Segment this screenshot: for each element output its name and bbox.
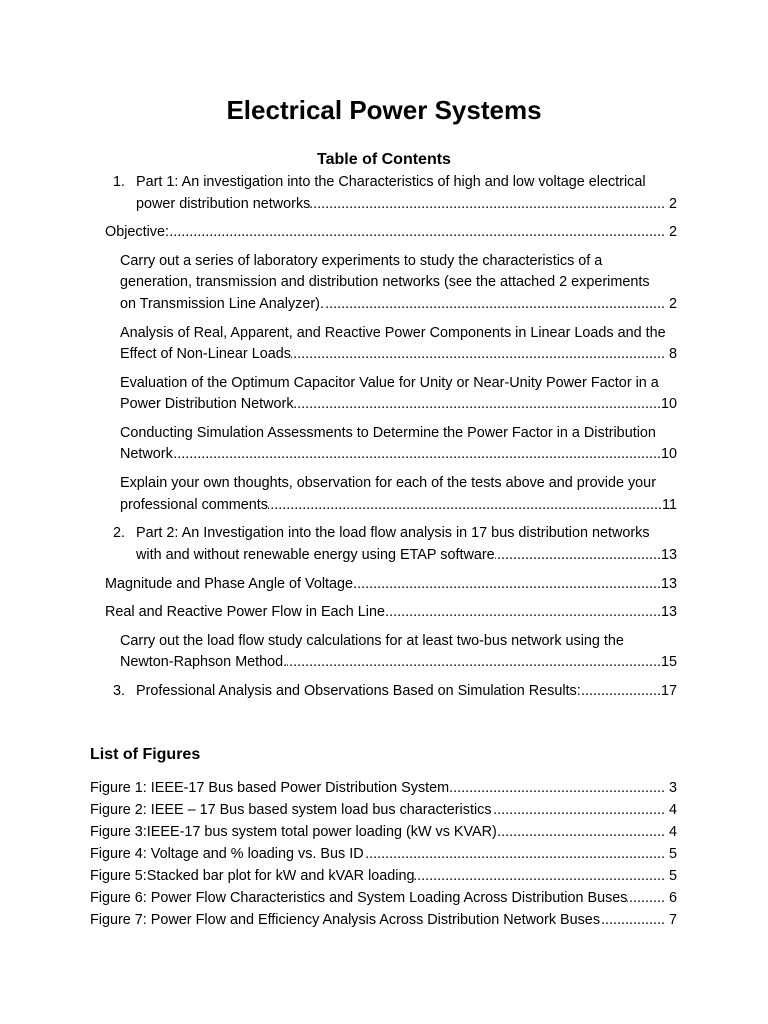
toc-page-number: 15 [660, 654, 677, 671]
figure-page-number: 4 [668, 824, 677, 840]
lof-entry-figure-3[interactable] [90, 821, 677, 843]
toc-page-number: 10 [660, 396, 677, 413]
toc-entry-part-2[interactable] [113, 523, 677, 566]
figure-page-number: 5 [668, 846, 677, 862]
toc-entry-text: power distribution networks [136, 195, 311, 212]
toc-entry-text: Evaluation of the Optimum Capacitor Value for Unity or Near-Unity Power Factor in a [120, 374, 659, 391]
toc-entry-text: Conducting Simulation Assessments to Determine the Power Factor in a Distribution [120, 424, 656, 441]
toc-entry-text: Real and Reactive Power Flow in Each Line [105, 604, 385, 621]
figure-page-number: 5 [668, 868, 677, 884]
toc-entry-text: Carry out the load flow study calculations for at least two-bus network using the [120, 632, 624, 649]
figure-caption: Figure 1: IEEE-17 Bus based Power Distribution System [90, 780, 450, 796]
dot-leader [449, 777, 665, 799]
toc-entry-text: Part 1: An investigation into the Characteristics of high and low voltage electrical [136, 174, 646, 190]
toc-entry-text: Power Distribution Network [120, 396, 294, 413]
toc-entry-text: Professional Analysis and Observations Based on Simulation Results: [136, 683, 581, 700]
figure-page-number: 3 [668, 780, 677, 796]
dot-leader [385, 602, 661, 624]
lof-entry-figure-5[interactable] [90, 865, 677, 887]
dot-leader [310, 194, 665, 216]
figure-caption: Figure 4: Voltage and % loading vs. Bus ID [90, 846, 364, 862]
toc-entry-text: on Transmission Line Analyzer). [120, 295, 324, 312]
toc-entry-lab-experiments[interactable] [120, 251, 677, 316]
lof-entry-figure-2[interactable] [90, 799, 677, 821]
toc-entry-text: Newton-Raphson Method. [120, 654, 288, 671]
toc-entry-text: Part 2: An Investigation into the load flow analysis in 17 bus distribution networks [136, 525, 650, 542]
toc-entry-power-components[interactable] [120, 323, 677, 366]
toc-entry-voltage-magnitude[interactable] [105, 574, 677, 596]
toc-entry-power-flow[interactable] [105, 602, 677, 624]
dot-leader [495, 545, 661, 567]
dot-leader [600, 909, 665, 931]
figure-caption: Figure 3:IEEE-17 bus system total power loading (kW vs KVAR) [90, 824, 497, 840]
toc-page-number: 13 [660, 604, 677, 621]
dot-leader [364, 843, 665, 865]
dot-leader [581, 681, 661, 703]
list-of-figures [90, 777, 677, 931]
dot-leader [353, 574, 661, 596]
dot-leader [169, 222, 665, 244]
toc-entry-text: professional comments [120, 496, 268, 513]
toc-entry-text: generation, transmission and distribution networks (see the attached 2 experiments [120, 274, 650, 291]
dot-leader [627, 887, 665, 909]
toc-entry-part-3[interactable] [113, 681, 677, 703]
toc-entry-text: Network [120, 446, 173, 463]
toc-page-number: 2 [668, 195, 677, 212]
toc-entry-simulation-assessments[interactable] [120, 423, 677, 466]
toc-entry-text: Analysis of Real, Apparent, and Reactive Power Components in Linear Loads and the [120, 324, 666, 341]
toc-entry-professional-comments[interactable] [120, 473, 677, 516]
dot-leader [173, 444, 661, 466]
toc-entry-objective[interactable] [105, 222, 677, 244]
toc-page-number: 17 [660, 683, 677, 700]
list-of-figures-heading: List of Figures [90, 746, 201, 763]
figure-caption: Figure 7: Power Flow and Efficiency Analysis Across Distribution Network Buses [90, 912, 601, 928]
figure-caption: Figure 6: Power Flow Characteristics and System Loading Across Distribution Buses [90, 890, 628, 906]
toc-entry-text: Objective: [105, 224, 169, 241]
dot-leader [287, 652, 661, 674]
lof-entry-figure-7[interactable] [90, 909, 677, 931]
table-of-contents [0, 172, 768, 710]
toc-page-number: 10 [660, 446, 677, 463]
toc-page-number: 2 [668, 295, 677, 312]
dot-leader [294, 394, 661, 416]
dot-leader [324, 294, 665, 316]
toc-entry-newton-raphson[interactable] [120, 631, 677, 674]
lof-entry-figure-6[interactable] [90, 887, 677, 909]
toc-entry-number: 2. [113, 525, 126, 542]
toc-entry-text: with and without renewable energy using ETAP software [136, 546, 495, 563]
dot-leader [414, 865, 665, 887]
toc-entry-text: Explain your own thoughts, observation for each of the tests above and provide your [120, 475, 656, 492]
toc-entry-text: Effect of Non-Linear Loads [120, 346, 291, 363]
figure-page-number: 6 [668, 890, 677, 906]
toc-entry-number: 3. [113, 683, 126, 700]
lof-entry-figure-4[interactable] [90, 843, 677, 865]
figure-page-number: 4 [668, 802, 677, 818]
dot-leader [492, 799, 665, 821]
toc-entry-capacitor-value[interactable] [120, 373, 677, 416]
toc-page-number: 11 [662, 496, 677, 513]
dot-leader [497, 821, 665, 843]
figure-page-number: 7 [668, 912, 677, 928]
toc-page-number: 8 [668, 346, 677, 363]
toc-entry-part-1[interactable] [113, 172, 677, 215]
toc-entry-text: Magnitude and Phase Angle of Voltage [105, 575, 354, 592]
dot-leader [268, 495, 662, 517]
figure-caption: Figure 5:Stacked bar plot for kW and kVAR loading [90, 868, 415, 884]
dot-leader [291, 344, 665, 366]
toc-page-number: 13 [660, 575, 677, 592]
figure-caption: Figure 2: IEEE – 17 Bus based system load bus characteristics [90, 802, 492, 818]
toc-page-number: 2 [668, 224, 677, 241]
document-title: Electrical Power Systems [226, 95, 542, 125]
lof-entry-figure-1[interactable] [90, 777, 677, 799]
toc-entry-number: 1. [113, 174, 126, 190]
toc-heading: Table of Contents [317, 151, 451, 168]
toc-page-number: 13 [660, 546, 677, 563]
toc-entry-text: Carry out a series of laboratory experiments to study the characteristics of a [120, 252, 603, 269]
